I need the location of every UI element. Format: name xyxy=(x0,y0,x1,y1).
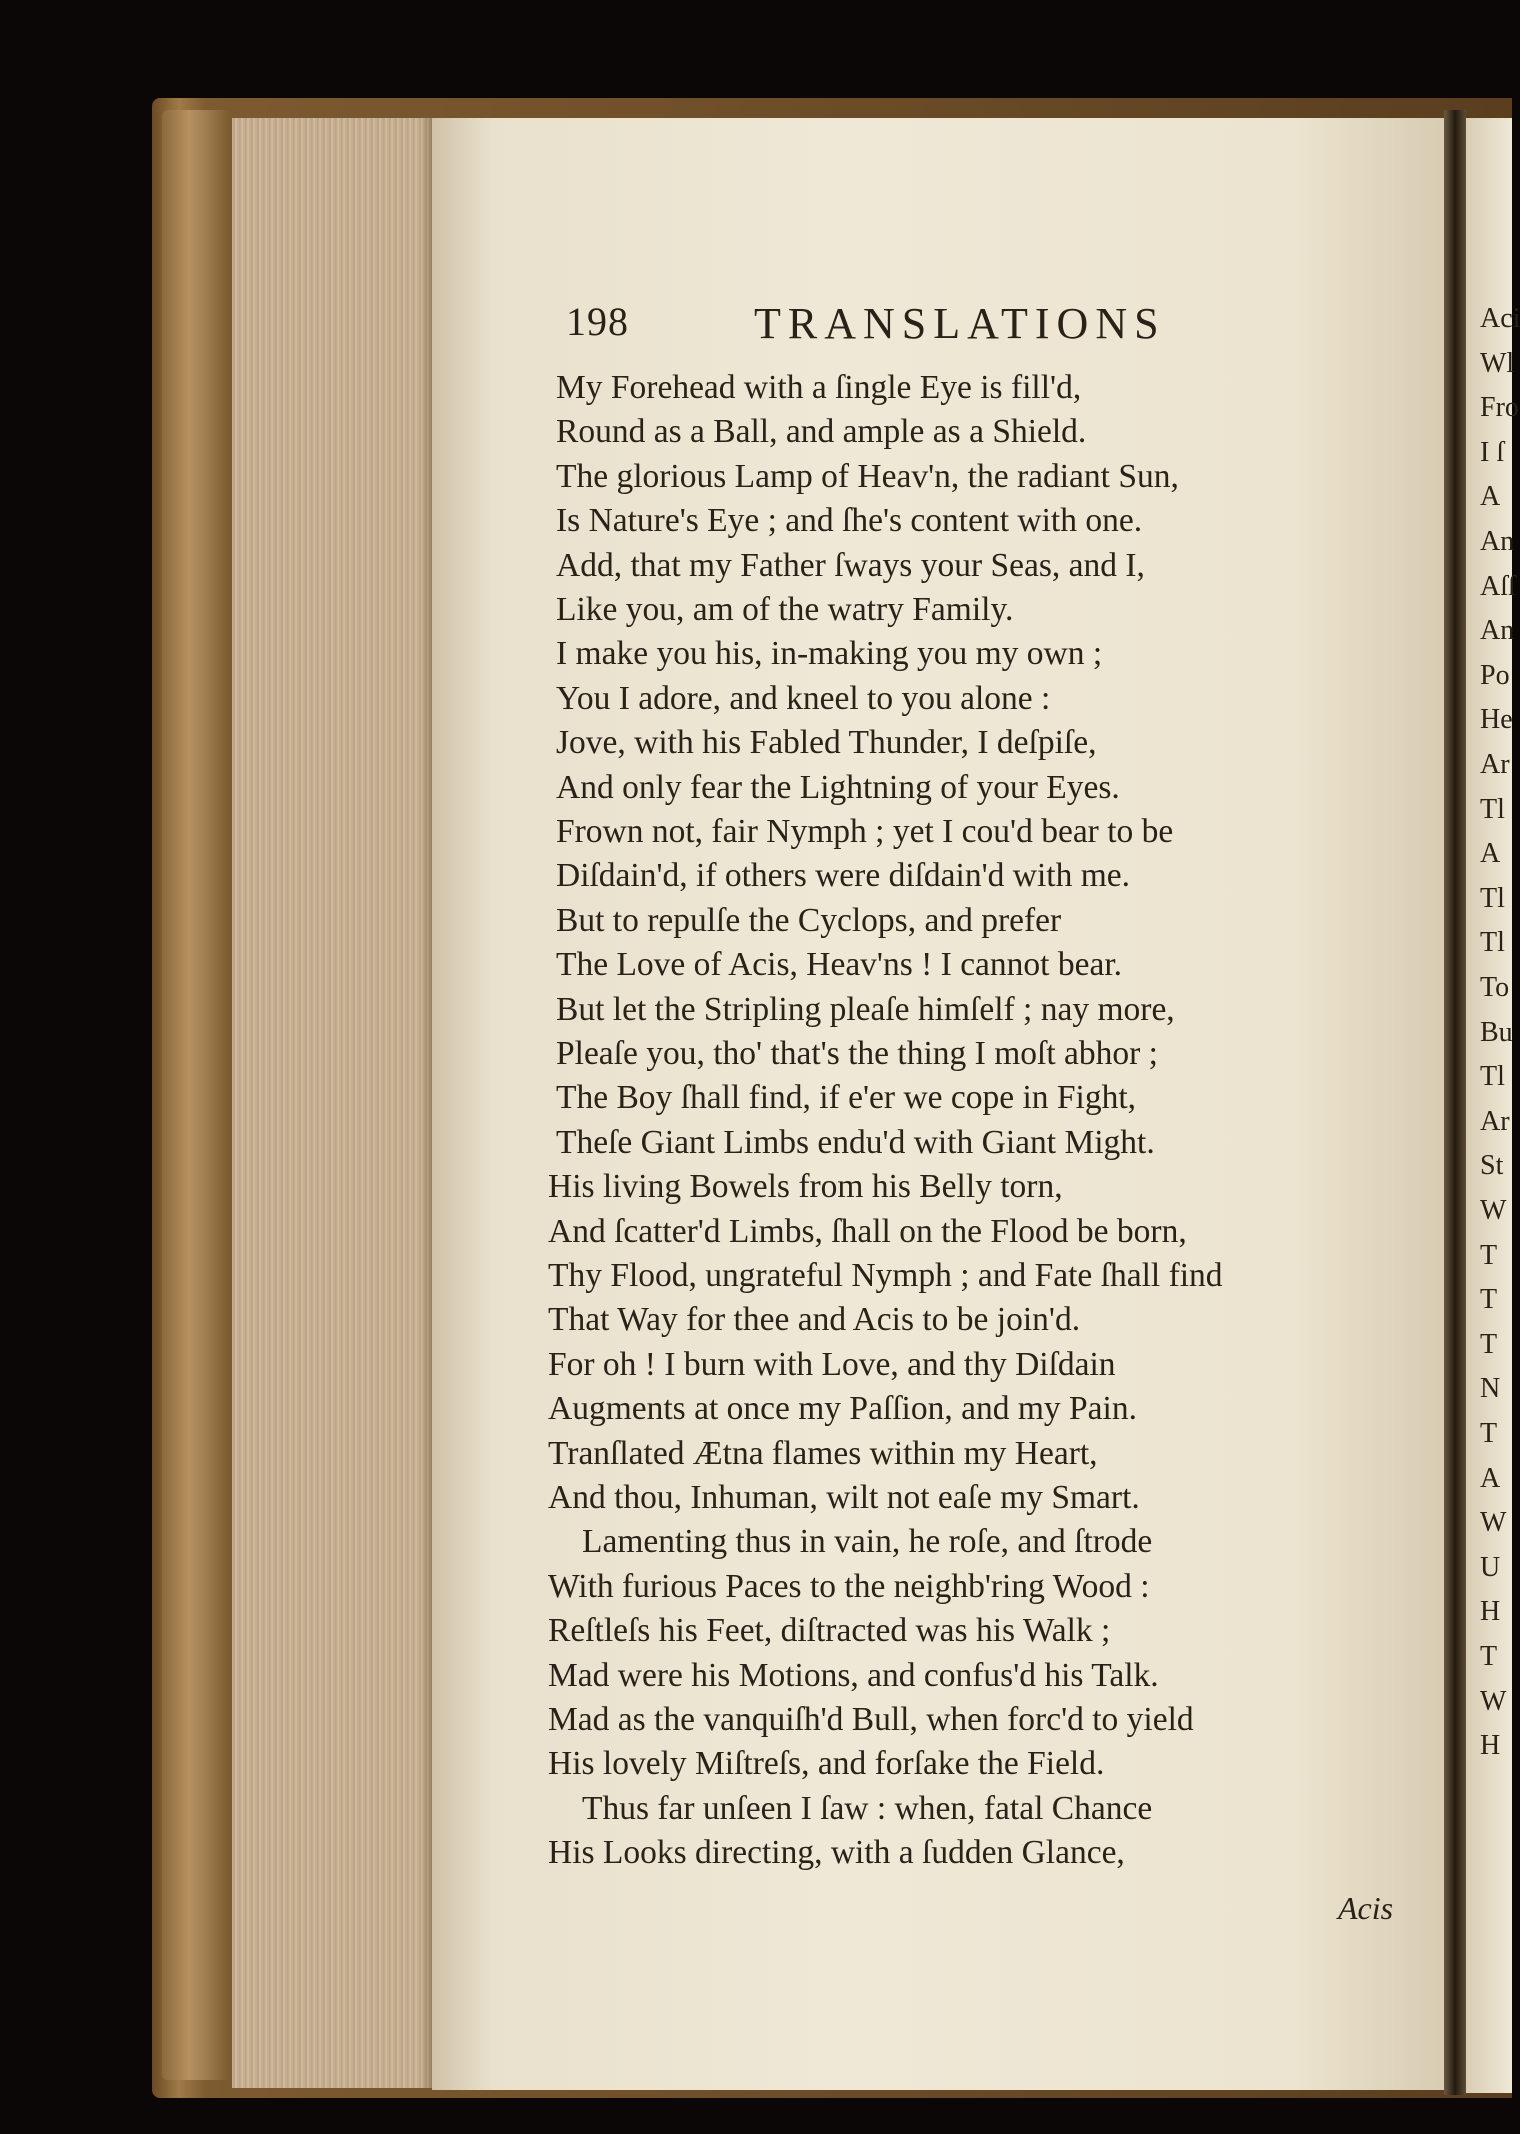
poem-line: Jove, with his Fabled Thunder, I deſpiſe, xyxy=(556,724,1097,762)
next-page-fragment: N xyxy=(1480,1373,1501,1405)
next-page-fragment: Ar xyxy=(1480,749,1510,780)
next-page-fragment: W xyxy=(1480,1507,1507,1539)
poem-line: That Way for thee and Acis to be join'd. xyxy=(548,1301,1081,1339)
next-page-fragment: Bu xyxy=(1480,1016,1513,1048)
next-page-fragment: An xyxy=(1480,526,1515,557)
poem-line: Mad as the vanquiſh'd Bull, when forc'd to yield xyxy=(548,1701,1194,1738)
verso-page xyxy=(432,118,1444,2090)
next-page-fragment: Po xyxy=(1480,659,1510,691)
poem-line: And only fear the Lightning of your Eyes. xyxy=(556,768,1120,806)
next-page-fragment: A xyxy=(1480,1462,1501,1494)
poem-line: You I adore, and kneel to you alone : xyxy=(556,679,1051,717)
poem-line: Is Nature's Eye ; and ſhe's content with one. xyxy=(556,502,1143,540)
poem-line: The Boy ſhall find, if e'er we cope in Fight, xyxy=(556,1079,1137,1117)
poem-line: The glorious Lamp of Heav'n, the radiant Sun, xyxy=(556,457,1179,495)
next-page-fragment: T xyxy=(1480,1239,1498,1271)
poem-line: My Forehead with a ſingle Eye is fill'd, xyxy=(556,369,1082,406)
next-page-fragment: Ar xyxy=(1480,1105,1510,1137)
next-page-fragment: Tl xyxy=(1480,927,1505,959)
poem-line: Augments at once my Paſſion, and my Pain. xyxy=(548,1390,1137,1428)
page-edges-block xyxy=(232,118,432,2088)
catchword: Acis xyxy=(1338,1890,1394,1926)
poem-line: But to repulſe the Cyclops, and prefer xyxy=(556,901,1062,939)
book-gutter xyxy=(1444,110,1466,2095)
cover-edge xyxy=(162,110,230,2080)
next-page-fragment: To xyxy=(1480,972,1510,1003)
next-page-fragment: Wl xyxy=(1480,347,1515,379)
poem-line: Frown not, fair Nymph ; yet I cou'd bear to be xyxy=(556,813,1174,850)
next-page-fragment: T xyxy=(1480,1284,1498,1316)
page-number: 198 xyxy=(566,299,629,344)
poem-line: I make you his, in-making you my own ; xyxy=(556,635,1103,673)
poem-line: And thou, Inhuman, wilt not eaſe my Smart. xyxy=(548,1479,1140,1516)
next-page-fragment: T xyxy=(1480,1418,1498,1449)
next-page-fragment: He xyxy=(1480,704,1513,736)
next-page-fragment: W xyxy=(1480,1195,1507,1226)
poem-line: Mad were his Motions, and confus'd his Talk. xyxy=(548,1656,1159,1694)
next-page-fragment: St xyxy=(1480,1150,1504,1182)
poem-line: Tranſlated Ætna flames within my Heart, xyxy=(548,1434,1098,1472)
next-page-fragment: H xyxy=(1480,1596,1501,1628)
poem-line: Add, that my Father ſways your Seas, and I, xyxy=(556,546,1145,584)
poem-line: The Love of Acis, Heav'ns ! I cannot bear. xyxy=(556,946,1123,984)
poem-line: His Looks directing, with a ſudden Glance, xyxy=(548,1834,1125,1872)
page-header xyxy=(432,298,1444,358)
poem-line: Thy Flood, ungrateful Nymph ; and Fate ſhall find xyxy=(548,1257,1223,1294)
poem-line: Lamenting thus in vain, he roſe, and ſtrode xyxy=(582,1523,1153,1561)
recto-page-edge xyxy=(1466,118,1520,2093)
poem-line: Like you, am of the watry Family. xyxy=(556,591,1014,628)
poem-line: Reſtleſs his Feet, diſtracted was his Walk ; xyxy=(548,1612,1111,1650)
next-page-fragment: Aſſ xyxy=(1480,570,1516,602)
next-page-fragment: Tl xyxy=(1480,793,1505,825)
poem-line: For oh ! I burn with Love, and thy Diſdain xyxy=(548,1345,1116,1383)
poem-line: Theſe Giant Limbs endu'd with Giant Might. xyxy=(556,1123,1155,1161)
next-page-fragment: W xyxy=(1480,1685,1507,1717)
poem-line: But let the Stripling pleaſe himſelf ; nay more, xyxy=(556,990,1175,1028)
poem-line: Thus far unſeen I ſaw : when, fatal Chance xyxy=(582,1789,1153,1827)
next-page-fragment: H xyxy=(1480,1730,1501,1762)
next-page-fragment: I ſ xyxy=(1480,436,1505,468)
poem-line: And ſcatter'd Limbs, ſhall on the Flood be born, xyxy=(548,1212,1187,1250)
next-page-fragment: An xyxy=(1480,615,1515,647)
next-page-fragment: T xyxy=(1480,1328,1498,1360)
next-page-fragment: Fro xyxy=(1480,392,1519,424)
next-page-fragment: U xyxy=(1480,1551,1501,1583)
poem-line: His lovely Miſtreſs, and forſake the Field. xyxy=(548,1745,1105,1783)
next-page-fragment: T xyxy=(1480,1641,1498,1672)
next-page-fragment: Tl xyxy=(1480,882,1505,914)
poem-line: Pleaſe you, tho' that's the thing I moſt abhor ; xyxy=(556,1035,1158,1072)
next-page-fragment: Aci xyxy=(1480,303,1520,334)
poem-line: His living Bowels from his Belly torn, xyxy=(548,1168,1063,1206)
running-title: TRANSLATIONS xyxy=(754,299,1166,348)
next-page-fragment: A xyxy=(1480,481,1501,513)
poem-line: With furious Paces to the neighb'ring Wood : xyxy=(548,1567,1150,1605)
next-page-fragment: A xyxy=(1480,838,1501,870)
next-page-fragment: Tl xyxy=(1480,1061,1505,1093)
poem-line: Round as a Ball, and ample as a Shield. xyxy=(556,413,1087,451)
poem-line: Diſdain'd, if others were diſdain'd with me. xyxy=(556,857,1130,895)
